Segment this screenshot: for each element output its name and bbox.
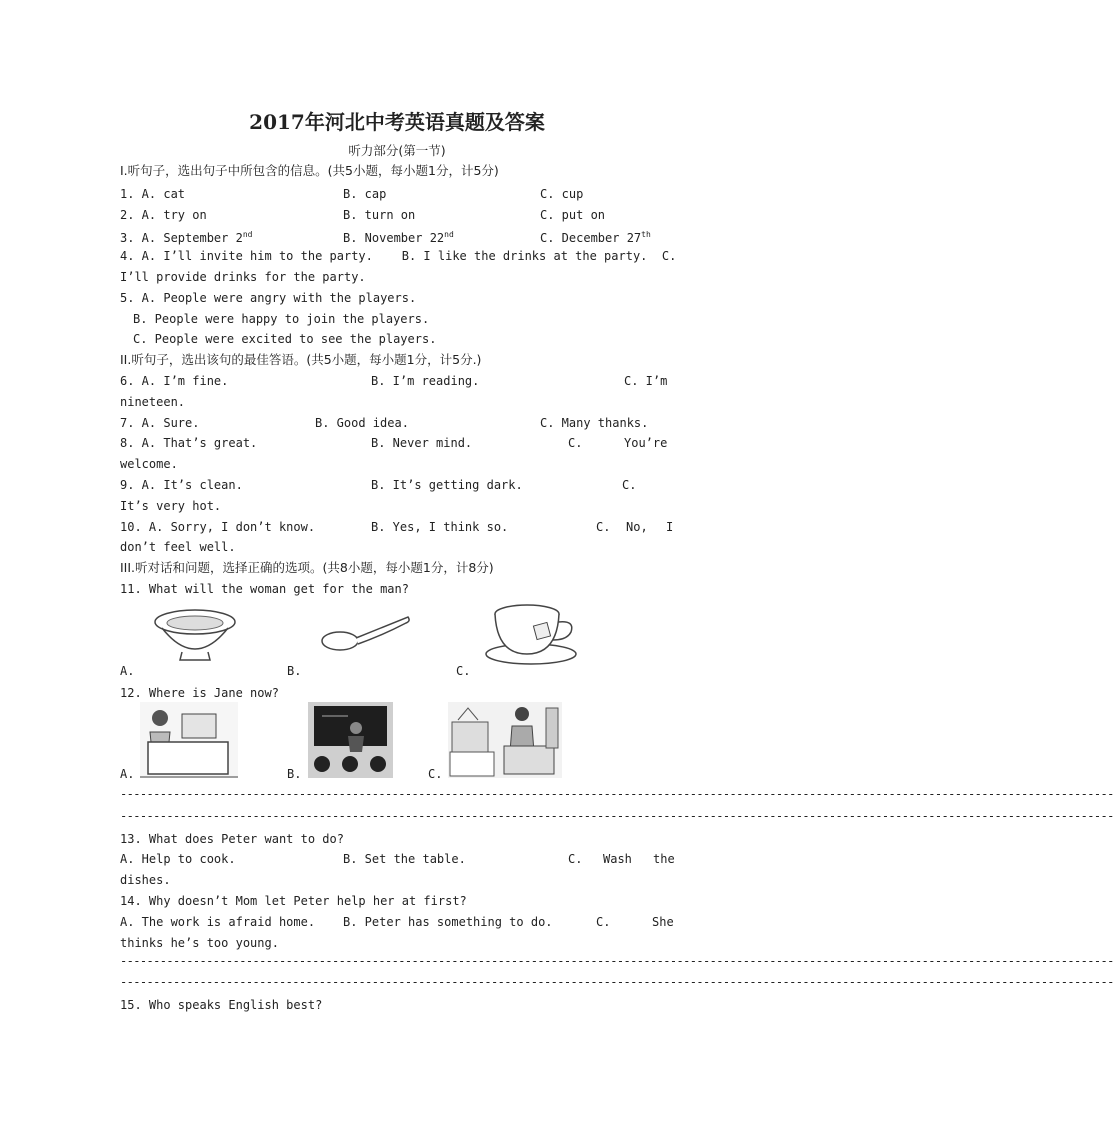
q10-option-c-label: C. bbox=[596, 520, 611, 534]
q10-option-b: B. Yes, I think so. bbox=[371, 520, 509, 534]
q5-option-b: B. People were happy to join the players. bbox=[133, 312, 430, 326]
living-room-image bbox=[448, 702, 562, 778]
q13-option-c-word1: Wash bbox=[603, 852, 632, 866]
q11-option-b: B. bbox=[287, 664, 302, 678]
q14-option-c-word: She bbox=[652, 915, 674, 929]
q10-option-a: 10. A. Sorry, I don’t know. bbox=[120, 520, 316, 534]
q13-continuation: dishes. bbox=[120, 873, 171, 887]
q3-option-b-sup: nd bbox=[444, 230, 454, 239]
q5-option-a: 5. A. People were angry with the players. bbox=[120, 291, 417, 305]
section-1-heading: I.听句子，选出句子中所包含的信息。(共5小题，每小题1分，计5分) bbox=[120, 163, 499, 178]
q6-continuation: nineteen. bbox=[120, 395, 186, 409]
q11-option-a: A. bbox=[120, 664, 135, 678]
spoon-image bbox=[318, 613, 413, 653]
q3-option-c bbox=[540, 227, 651, 246]
separator-line: ------------------------------------------------------------------------------------------------------------------------------------------------------ bbox=[120, 787, 1114, 801]
q3-option-a bbox=[120, 227, 252, 246]
q9-option-a: 9. A. It’s clean. bbox=[120, 478, 243, 492]
q3-option-c-sup: th bbox=[641, 230, 651, 239]
q2-option-a: 2. A. try on bbox=[120, 208, 207, 222]
q14-option-a: A. The work is afraid home. bbox=[120, 915, 316, 929]
q13-question: 13. What does Peter want to do? bbox=[120, 832, 344, 846]
q3-option-b-text: B. November 22 bbox=[343, 231, 445, 245]
classroom-image bbox=[308, 702, 393, 778]
q14-option-b: B. Peter has something to do. bbox=[343, 915, 553, 929]
q2-option-b: B. turn on bbox=[343, 208, 416, 222]
q8-option-c-label: C. bbox=[568, 436, 583, 450]
q14-option-c-label: C. bbox=[596, 915, 611, 929]
q8-option-c-text: You’re bbox=[624, 436, 668, 450]
q9-option-c-label: C. bbox=[622, 478, 637, 492]
q13-option-c-label: C. bbox=[568, 852, 583, 866]
q6-option-a: 6. A. I’m fine. bbox=[120, 374, 229, 388]
q5-option-c: C. People were excited to see the players. bbox=[133, 332, 437, 346]
page-subtitle: 听力部分(第一节) bbox=[348, 143, 446, 158]
q13-option-b: B. Set the table. bbox=[343, 852, 466, 866]
separator-line: ------------------------------------------------------------------------------------------------------------------------------------------------------ bbox=[120, 809, 1114, 823]
q11-question: 11. What will the woman get for the man? bbox=[120, 582, 409, 596]
q6-option-c: C. I’m bbox=[624, 374, 668, 388]
q12-option-a: A. bbox=[120, 767, 135, 781]
section-2-heading: II.听句子，选出该句的最佳答语。(共5小题，每小题1分，计5分.) bbox=[120, 352, 482, 367]
q12-question: 12. Where is Jane now? bbox=[120, 686, 279, 700]
bowl-image bbox=[150, 606, 240, 664]
q13-option-c-word2: the bbox=[653, 852, 675, 866]
separator-line: ------------------------------------------------------------------------------------------------------------------------------------------------------ bbox=[120, 975, 1114, 989]
q11-option-c: C. bbox=[456, 664, 471, 678]
cup-image bbox=[483, 600, 579, 670]
q15-question: 15. Who speaks English best? bbox=[120, 998, 323, 1012]
q2-option-c: C. put on bbox=[540, 208, 606, 222]
q8-option-b: B. Never mind. bbox=[371, 436, 473, 450]
q1-option-b: B. cap bbox=[343, 187, 387, 201]
q4-line2: I’ll provide drinks for the party. bbox=[120, 270, 366, 284]
q10-continuation: don’t feel well. bbox=[120, 540, 236, 554]
q7-option-c: C. Many thanks. bbox=[540, 416, 649, 430]
q1-option-c: C. cup bbox=[540, 187, 584, 201]
q7-option-b: B. Good idea. bbox=[315, 416, 409, 430]
q3-option-c-text: C. December 27 bbox=[540, 231, 642, 245]
q3-option-a-text: 3. A. September 2 bbox=[120, 231, 243, 245]
q6-option-b: B. I’m reading. bbox=[371, 374, 480, 388]
q3-option-b bbox=[343, 227, 454, 246]
q10-option-c-word1: No, bbox=[626, 520, 648, 534]
q3-option-a-sup: nd bbox=[242, 230, 253, 239]
q10-option-c-word2: I bbox=[666, 520, 674, 534]
q14-question: 14. Why doesn’t Mom let Peter help her at first? bbox=[120, 894, 467, 908]
section-3-heading: III.听对话和问题，选择正确的选项。(共8小题，每小题1分，计8分) bbox=[120, 560, 494, 575]
q14-continuation: thinks he’s too young. bbox=[120, 936, 279, 950]
q9-continuation: It’s very hot. bbox=[120, 499, 222, 513]
page-title: 2017年河北中考英语真题及答案 bbox=[249, 110, 545, 134]
q8-option-a: 8. A. That’s great. bbox=[120, 436, 258, 450]
q13-option-a: A. Help to cook. bbox=[120, 852, 236, 866]
q12-option-b: B. bbox=[287, 767, 302, 781]
q7-option-a: 7. A. Sure. bbox=[120, 416, 200, 430]
q1-option-a: 1. A. cat bbox=[120, 187, 186, 201]
q8-continuation: welcome. bbox=[120, 457, 178, 471]
q4-line1: 4. A. I’ll invite him to the party. B. I like the drinks at the party. C. bbox=[120, 249, 677, 263]
office-desk-image bbox=[140, 702, 238, 778]
q12-option-c: C. bbox=[428, 767, 443, 781]
q9-option-b: B. It’s getting dark. bbox=[371, 478, 523, 492]
separator-line: ------------------------------------------------------------------------------------------------------------------------------------------------------ bbox=[120, 954, 1114, 968]
